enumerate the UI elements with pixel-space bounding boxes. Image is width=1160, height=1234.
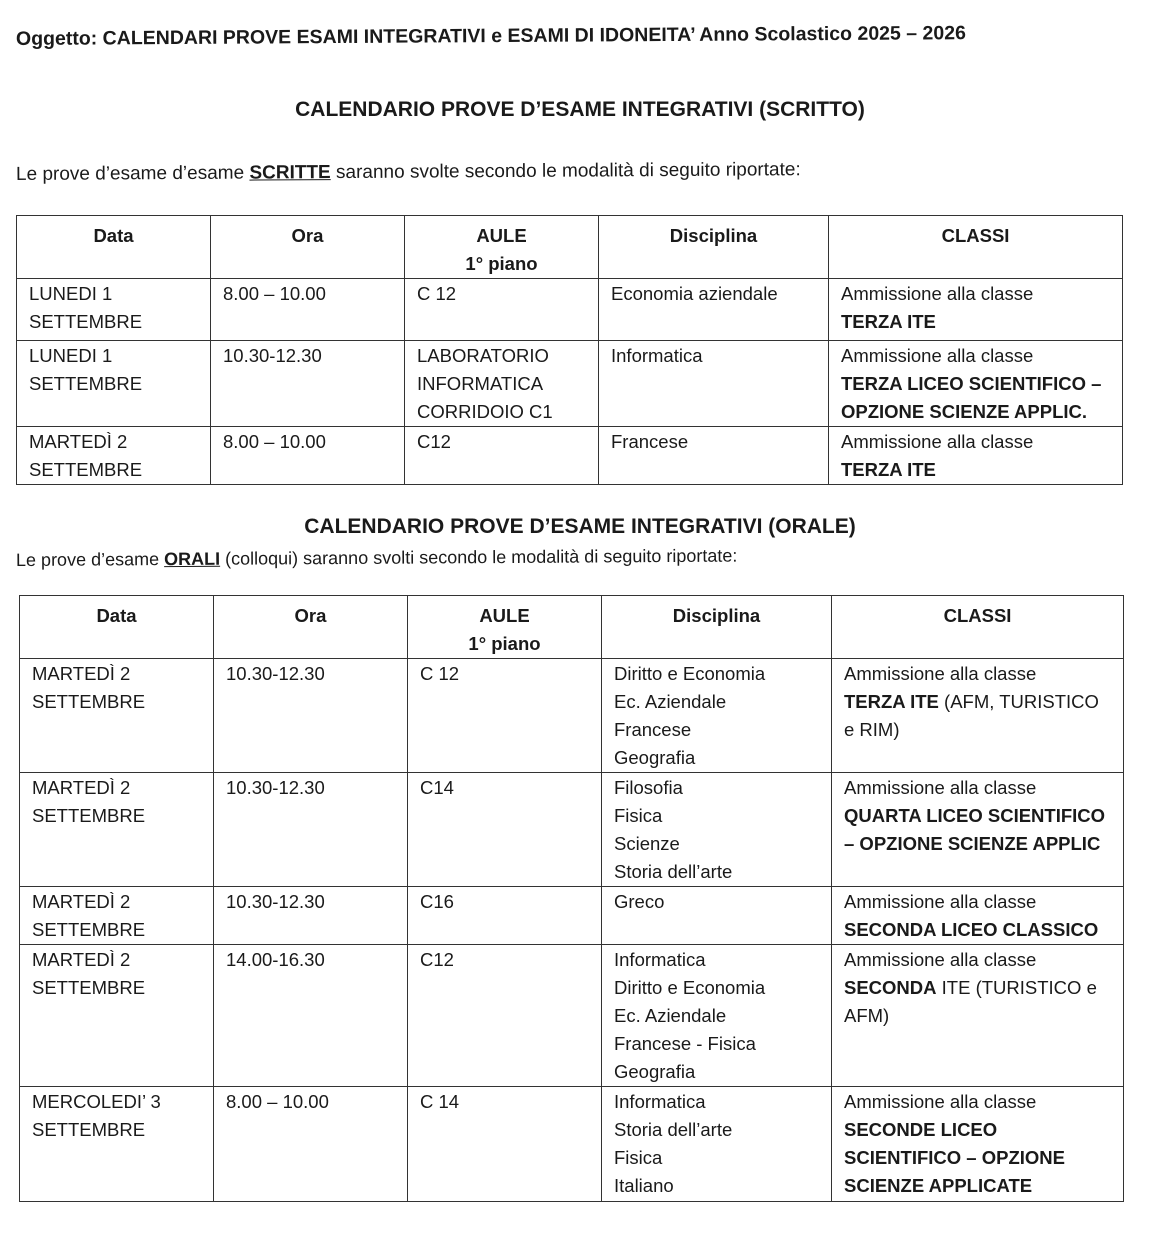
header-classi: CLASSI xyxy=(829,216,1123,279)
cell-classi xyxy=(832,659,1124,773)
cell-data xyxy=(17,341,211,427)
class-name: TERZA ITE xyxy=(841,459,936,480)
room-line: C12 xyxy=(417,431,451,452)
class-name: – OPZIONE SCIENZE APPLIC xyxy=(844,833,1101,854)
cell-ora: 8.00 – 10.00 xyxy=(211,279,405,341)
class-line xyxy=(844,1172,1111,1200)
table-header-row xyxy=(17,216,1123,279)
room-line: C 12 xyxy=(417,283,457,304)
cell-aule xyxy=(408,1087,602,1202)
room-line: LABORATORIO xyxy=(417,345,549,366)
table-row xyxy=(20,1087,1124,1202)
room-line: C14 xyxy=(420,777,454,798)
cell-aule xyxy=(408,773,602,887)
cell-data xyxy=(20,773,214,887)
class-line xyxy=(844,688,1111,716)
header-aule: AULE 1° piano xyxy=(408,596,602,659)
cell-aule xyxy=(408,945,602,1087)
class-name: TERZA ITE xyxy=(841,311,936,332)
table-row xyxy=(17,279,1123,341)
cell-disciplina xyxy=(599,279,829,341)
class-intro: Ammissione alla classe xyxy=(841,345,1034,366)
table-row xyxy=(20,887,1124,945)
cell-disciplina xyxy=(602,887,832,945)
date-line: SETTEMBRE xyxy=(32,691,146,712)
cell-data xyxy=(20,887,214,945)
subject-line: Geografia xyxy=(614,1061,696,1082)
header-aule: AULE 1° piano xyxy=(405,216,599,279)
class-line xyxy=(844,1116,1111,1144)
subject-line: Italiano xyxy=(614,1175,674,1196)
table-row xyxy=(20,773,1124,887)
cell-classi xyxy=(829,427,1123,485)
cell-data xyxy=(20,659,214,773)
room-line: C12 xyxy=(420,949,454,970)
date-line: MARTEDÌ 2 xyxy=(29,431,128,452)
cell-data xyxy=(20,1087,214,1202)
class-name: SECONDE LICEO xyxy=(844,1119,998,1140)
subject-line: Francese - Fisica xyxy=(614,1033,756,1054)
cell-classi xyxy=(832,773,1124,887)
table-row xyxy=(20,945,1124,1087)
date-line: SETTEMBRE xyxy=(32,805,146,826)
class-intro: Ammissione alla classe xyxy=(844,949,1037,970)
written-calendar-heading: CALENDARIO PROVE D’ESAME INTEGRATIVI (SCRITTO) xyxy=(295,98,865,121)
cell-ora: 14.00-16.30 xyxy=(214,945,408,1087)
cell-disciplina xyxy=(599,341,829,427)
cell-classi xyxy=(829,341,1123,427)
table-header-row xyxy=(20,596,1124,659)
cell-aule xyxy=(408,659,602,773)
class-line xyxy=(844,974,1111,1002)
class-intro: Ammissione alla classe xyxy=(844,663,1037,684)
table-row xyxy=(17,427,1123,485)
subject-line: Storia dell’arte xyxy=(614,861,733,882)
cell-classi xyxy=(832,1087,1124,1202)
subject-line: Diritto e Economia xyxy=(614,663,766,684)
cell-aule xyxy=(405,341,599,427)
date-line: SETTEMBRE xyxy=(32,1119,146,1140)
class-name: SECONDA LICEO CLASSICO xyxy=(844,919,1099,940)
cell-data xyxy=(17,427,211,485)
date-line: SETTEMBRE xyxy=(32,977,146,998)
date-line: MARTEDÌ 2 xyxy=(32,777,131,798)
subject-line: Ec. Aziendale xyxy=(614,1005,727,1026)
room-line: CORRIDOIO C1 xyxy=(417,401,553,422)
cell-ora: 10.30-12.30 xyxy=(214,773,408,887)
cell-aule xyxy=(405,427,599,485)
header-ora: Ora xyxy=(214,596,408,659)
cell-aule xyxy=(405,279,599,341)
class-name: TERZA LICEO SCIENTIFICO – xyxy=(841,373,1102,394)
class-line xyxy=(844,916,1111,944)
header-ora: Ora xyxy=(211,216,405,279)
subject-line: Fisica xyxy=(614,1147,663,1168)
cell-classi xyxy=(829,279,1123,341)
oral-calendar-heading: CALENDARIO PROVE D’ESAME INTEGRATIVI (ORALE) xyxy=(304,515,856,538)
header-data: Data xyxy=(20,596,214,659)
written-keyword: SCRITTE xyxy=(249,162,331,184)
subject-line: Francese xyxy=(611,431,689,452)
cell-aule xyxy=(408,887,602,945)
class-note: e RIM) xyxy=(844,719,900,740)
class-intro: Ammissione alla classe xyxy=(844,891,1037,912)
class-intro: Ammissione alla classe xyxy=(844,777,1037,798)
date-line: SETTEMBRE xyxy=(29,311,143,332)
cell-data xyxy=(17,279,211,341)
class-line xyxy=(844,1144,1111,1172)
class-line xyxy=(844,716,1111,744)
class-note: (AFM, TURISTICO xyxy=(938,691,1099,712)
cell-disciplina xyxy=(602,945,832,1087)
header-classi: CLASSI xyxy=(832,596,1124,659)
cell-data xyxy=(20,945,214,1087)
oral-exams-table xyxy=(19,595,1124,1202)
subject-line: Informatica xyxy=(611,345,703,366)
class-intro: Ammissione alla classe xyxy=(841,283,1034,304)
date-line: SETTEMBRE xyxy=(29,459,143,480)
date-line: MARTEDÌ 2 xyxy=(32,891,131,912)
class-note: ITE (TURISTICO e xyxy=(936,977,1097,998)
room-line: C 14 xyxy=(420,1091,460,1112)
subject-line: Informatica xyxy=(614,949,706,970)
table-row xyxy=(17,341,1123,427)
date-line: LUNEDI 1 xyxy=(29,345,113,366)
date-line: SETTEMBRE xyxy=(29,373,143,394)
subject-line: Informatica xyxy=(614,1091,706,1112)
cell-classi xyxy=(832,887,1124,945)
date-line: SETTEMBRE xyxy=(32,919,146,940)
oral-keyword: ORALI xyxy=(164,548,221,570)
class-name: SCIENZE APPLICATE xyxy=(844,1175,1033,1196)
cell-ora: 8.00 – 10.00 xyxy=(211,427,405,485)
room-line: INFORMATICA xyxy=(417,373,544,394)
subject-line: Scienze xyxy=(614,833,680,854)
header-disciplina: Disciplina xyxy=(599,216,829,279)
subject-line: Economia aziendale xyxy=(611,283,778,304)
class-name: SECONDA xyxy=(844,977,937,998)
header-data: Data xyxy=(17,216,211,279)
subject-line: Ec. Aziendale xyxy=(614,691,727,712)
cell-classi xyxy=(832,945,1124,1087)
class-name: OPZIONE SCIENZE APPLIC. xyxy=(841,401,1088,422)
class-intro: Ammissione alla classe xyxy=(844,1091,1037,1112)
subject-line: Diritto e Economia xyxy=(614,977,766,998)
subject-line: Greco xyxy=(614,891,665,912)
date-line: MARTEDÌ 2 xyxy=(32,663,131,684)
subject-line: Geografia xyxy=(614,747,696,768)
cell-disciplina xyxy=(602,1087,832,1202)
subject-line: Francese xyxy=(614,719,692,740)
header-disciplina: Disciplina xyxy=(602,596,832,659)
table-row xyxy=(20,659,1124,773)
cell-disciplina xyxy=(602,773,832,887)
room-line: C16 xyxy=(420,891,454,912)
date-line: MERCOLEDI’ 3 xyxy=(32,1091,161,1112)
room-line: C 12 xyxy=(420,663,460,684)
class-intro: Ammissione alla classe xyxy=(841,431,1034,452)
cell-ora: 10.30-12.30 xyxy=(211,341,405,427)
document-subject: Oggetto: CALENDARI PROVE ESAMI INTEGRATIVI e ESAMI DI IDONEITA’ Anno Scolastico 2025 – 2026 xyxy=(15,22,966,50)
subject-line: Filosofia xyxy=(614,777,683,798)
class-name: TERZA ITE xyxy=(844,691,939,712)
class-name: QUARTA LICEO SCIENTIFICO xyxy=(844,805,1106,826)
written-intro: Le prove d’esame d’esame SCRITTE saranno svolte secondo le modalità di seguito riportate: xyxy=(15,159,801,185)
class-line xyxy=(844,830,1111,858)
date-line: LUNEDI 1 xyxy=(29,283,113,304)
class-note: AFM) xyxy=(844,1005,890,1026)
cell-ora: 8.00 – 10.00 xyxy=(214,1087,408,1202)
class-line xyxy=(844,802,1111,830)
cell-disciplina xyxy=(599,427,829,485)
cell-disciplina xyxy=(602,659,832,773)
cell-ora: 10.30-12.30 xyxy=(214,659,408,773)
class-name: SCIENTIFICO – OPZIONE xyxy=(844,1147,1065,1168)
cell-ora: 10.30-12.30 xyxy=(214,887,408,945)
date-line: MARTEDÌ 2 xyxy=(32,949,131,970)
written-exams-table xyxy=(16,215,1123,485)
subject-line: Fisica xyxy=(614,805,663,826)
subject-line: Storia dell’arte xyxy=(614,1119,733,1140)
class-line xyxy=(844,1002,1111,1030)
oral-intro: Le prove d’esame ORALI (colloqui) saranno svolti secondo le modalità di seguito riportate: xyxy=(15,545,738,570)
